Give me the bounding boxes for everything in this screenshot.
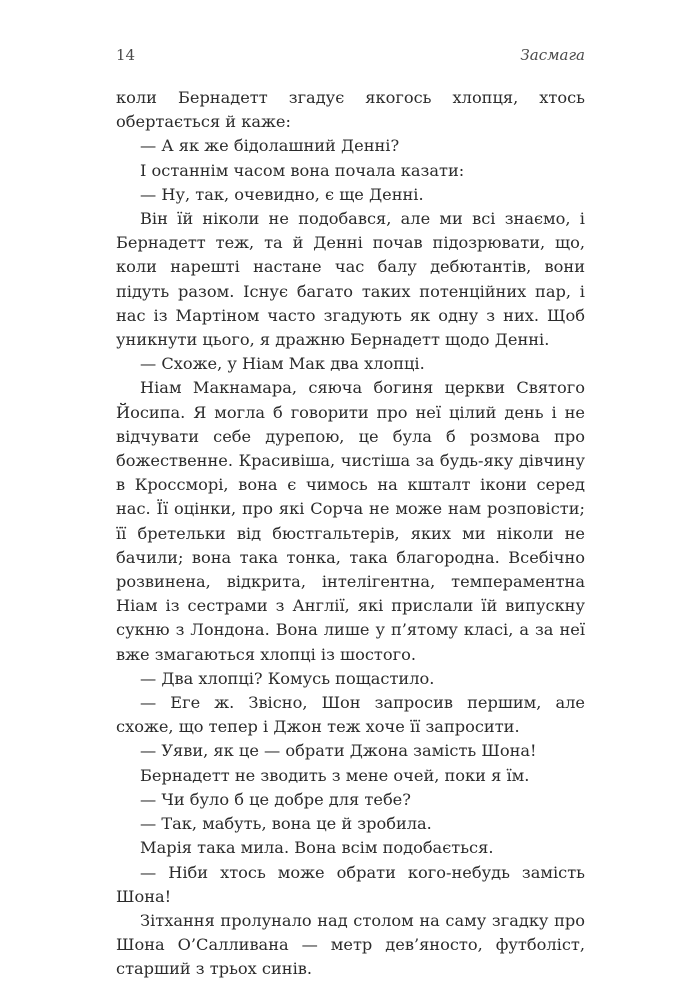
paragraph: — Схоже, у Ніам Мак два хлопці. xyxy=(140,354,425,374)
running-title: Засмага xyxy=(520,46,585,64)
paragraph: Він їй ніколи не подобався, але ми всі знаємо, і Бернадетт теж, та й Денні почав підозрювати, що, коли нарешті настане час балу дебютантів, вони підуть разом. Існує багато таких потенційних пар, і нас із Мартіном часто згадують як одну з них. Щоб уникнути цього, я дражню Бернадетт щодо Денні. xyxy=(116,209,585,350)
paragraph: — Еге ж. Звісно, Шон запросив першим, але схоже, що тепер і Джон теж хоче її запросити. xyxy=(116,693,585,737)
paragraph: — Ніби хтось може обрати кого-небудь замість Шона! xyxy=(116,862,585,906)
paragraph: — Так, мабуть, вона це й зробила. xyxy=(140,814,432,834)
page-header xyxy=(116,46,585,70)
paragraph: — Уяви, як це — обрати Джона замість Шона! xyxy=(140,741,537,761)
paragraph: — Ну, так, очевидно, є ще Денні. xyxy=(140,184,424,204)
paragraph: коли Бернадетт згадує якогось хлопця, хтось обертається й каже: xyxy=(116,88,585,132)
page-number: 14 xyxy=(116,46,136,64)
paragraph: — А як же бідолашний Денні? xyxy=(140,136,400,156)
paragraph: — Чи було б це добре для тебе? xyxy=(140,789,411,809)
paragraph: Марія така мила. Вона всім подобається. xyxy=(140,838,494,858)
body-text xyxy=(116,86,585,982)
paragraph: Бернадетт не зводить з мене очей, поки я їм. xyxy=(140,765,530,785)
paragraph: — Два хлопці? Комусь пощастило. xyxy=(140,668,435,688)
paragraph: Зітхання пролунало над столом на саму згадку про Шона О’Салливана — метр дев’яносто, футболіст, старший з трьох синів. xyxy=(116,910,585,979)
paragraph: Ніам Макнамара, сяюча богиня церкви Святого Йосипа. Я могла б говорити про неї цілий день і не відчувати себе дурепою, це була б розмова про божественне. Красивіша, чистіша за будь-яку дівчину в Кроссморі, вона є чимось на кшталт ікони серед нас. Її оцінки, про які Сорча не може нам розповісти; її бретельки від бюстгальтерів, яких ми ніколи не бачили; вона така тонка, така благородна. Всебічно розвинена, відкрита, інтелігентна, темпераментна Ніам із сестрами з Англії, які прислали їй випускну сукню з Лондона. Вона лише у п’ятому класі, а за неї вже змагаються хлопці із шостого. xyxy=(116,378,585,664)
paragraph: І останнім часом вона почала казати: xyxy=(140,160,465,180)
